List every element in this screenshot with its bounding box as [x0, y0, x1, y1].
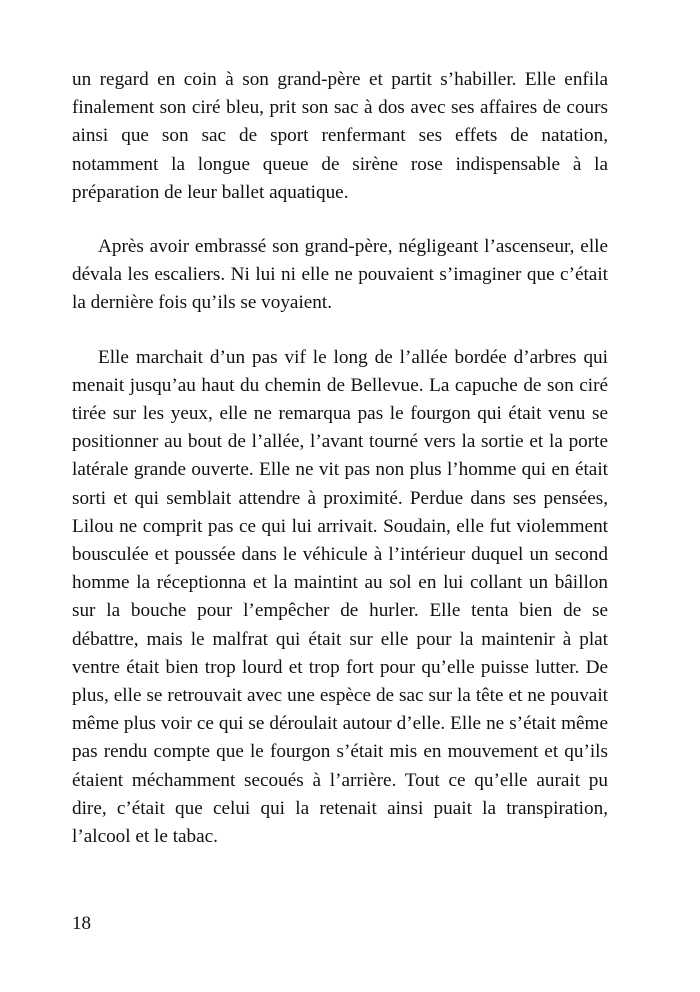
paragraph-continuation: un regard en coin à son grand-père et partit s’habiller. Elle enfila finalement son ciré bleu, prit son sac à dos avec ses affaires de cours ainsi que son sac de sport renfermant ses effets de natation, notamment la longue queue de sirène rose indispensable à la préparation de leur ballet aquatique. [72, 69, 608, 203]
paragraph-abduction: Elle marchait d’un pas vif le long de l’allée bordée d’arbres qui menait jusqu’au haut du chemin de Bellevue. La capuche de son ciré tirée sur les yeux, elle ne remarqua pas le fourgon qui était venu se positionner au bout de l’allée, l’avant tourné vers la sortie et la porte latérale grande ouverte. Elle ne vit pas non plus l’homme qui en était sorti et qui semblait attendre à proximité. Perdue dans ses pensées, Lilou ne comprit pas ce qui lui arrivait. Soudain, elle fut violemment bousculée et poussée dans le véhicule à l’intérieur duquel un second homme la réceptionna et la maintint au sol en lui collant un bâillon sur la bouche pour l’empêcher de hurler. Elle tenta bien de se débattre, mais le malfrat qui était sur elle pour la maintenir à plat ventre était bien trop lourd et trop fort pour qu’elle puisse lutter. De plus, elle se retrouvait avec une espèce de sac sur la tête et ne pouvait même plus voir ce qui se déroulait autour d’elle. Elle ne s’était même pas rendu compte que le fourgon s’était mis en mouvement et qu’ils étaient méchamment secoués à l’arrière. Tout ce qu’elle aurait pu dire, c’était que celui qui la retenait ainsi puait la transpiration, l’alcool et le tabac. [72, 346, 608, 848]
page-number: 18 [72, 913, 91, 934]
paragraph-farewell: Après avoir embrassé son grand-père, négligeant l’ascenseur, elle dévala les escaliers. Ni lui ni elle ne pouvaient s’imaginer que c’était la dernière fois qu’ils se voyaient. [72, 236, 608, 314]
body-text [72, 66, 608, 851]
